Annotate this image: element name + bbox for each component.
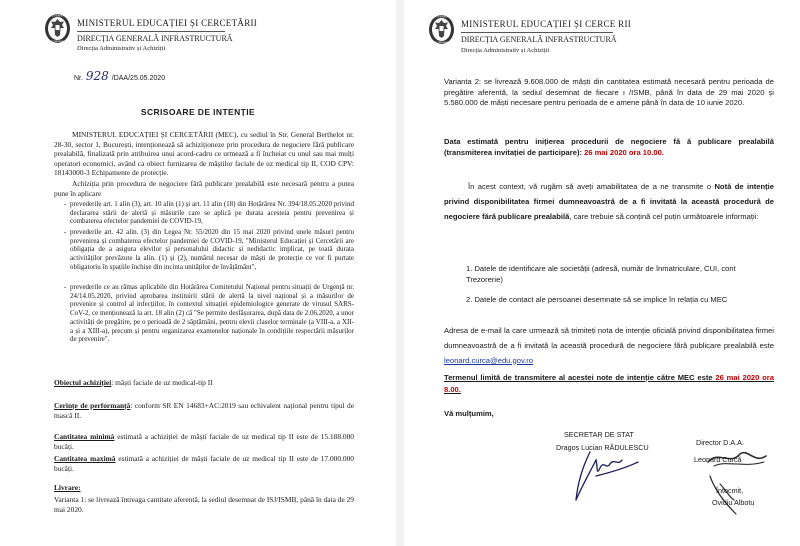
legal-basis-item-2: - prevederile art. 42 alin. (3) din Legea Nr. 55/2020 din 15 mai 2020 privind unele măsuri pentru prevenirea și combaterea efectelor pandemiei de COVID-19, "Ministerul Educației și Cercetării are obligația de a asigura elevilor și personalului didactic și nedidactic implicat, pe toată durata activităților prevăzute la alin. (1) și (2), numărul necesar de măști de protecție ce vor fi purtate obligatoriu în spațiile închise din incinta unităților de învățământ", (70, 228, 354, 272)
director-title: Director D.A.A. (696, 438, 744, 447)
svg-text:ROMÂNIEI: ROMÂNIEI (50, 39, 65, 44)
directorate-name: DIRECȚIA GENERALĂ INFRASTRUCTURĂ (77, 34, 233, 43)
svg-text:ROMÂNIEI: ROMÂNIEI (434, 40, 449, 45)
department-name: Direcția Administrativ și Achiziții (77, 45, 166, 52)
delivery-label: Livrare: (54, 483, 81, 492)
author-title: Întocmit, (716, 486, 744, 495)
contact-email-link[interactable]: leonard.curca@edu.gov.ro (444, 355, 534, 365)
email-paragraph (444, 324, 774, 368)
min-quantity-value: estimată a achiziției de măști faciale de uz medical tip II este de 15.188.000 bucăți. (54, 432, 354, 451)
deadline-line (444, 372, 774, 396)
letter-page-2 (404, 0, 800, 546)
ministry-name: MINISTERUL EDUCAȚIEI ȘI CERCE RII (461, 19, 632, 29)
director-signature-icon (704, 446, 774, 470)
coat-of-arms-icon (44, 13, 71, 44)
registration-prefix: Nr. (74, 75, 83, 82)
performance-value: : conform SR EN 14683+AC:2019 sau echivalent național pentru tipul de mască II. (54, 401, 354, 420)
secretary-name: Dragoș Lucian RĂDULESCU (556, 443, 649, 452)
letter-page-1 (0, 0, 396, 546)
delivery-variant-2: Varianta 2: se livrează 9.608.000 de măști din cantitatea estimată necesară pentru perioada de pregătire aferentă, la sediul desemnat de fiecare ı /ISMB, până în data de 29 mai 2020 și 5.580.000 de măști necesare pentru perioada de e amene până în data de 10 iunie 2020. (444, 77, 774, 108)
request-suffix: , care trebuie să conțină cel puțin următoarele informații: (569, 211, 759, 221)
performance-label: Cerințe de performanță (54, 401, 131, 410)
estimated-date-label: Data estimată pentru inițierea procedurii de negociere fă ă publicare prealabilă (transmiterea invitației de participare): (444, 137, 774, 157)
max-quantity-line (54, 454, 354, 473)
required-info-item-1: 1. Datele de identificare ale societății (adresă, număr de înmatriculare, CUI, cont Trezorerie) (466, 264, 736, 284)
request-note-title: Notă de intenție privind disponibilitatea firmei dumneavoastră de a fi invitată la această procedură de negociere fără publicare prealabilă (444, 182, 774, 221)
registration-number (74, 69, 165, 83)
directorate-name: DIRECȚIA GENERALĂ INFRASTRUCTURĂ (461, 35, 617, 44)
author-name: Ovidiu Albotu (712, 498, 755, 507)
ministry-name: MINISTERUL EDUCAȚIEI ȘI CERCETĂRII (77, 18, 258, 28)
director-name: Leonard Curcă (694, 455, 742, 464)
svg-text:GUVERNUL: GUVERNUL (49, 13, 66, 18)
min-quantity-label: Cantitatea minimă (54, 432, 115, 441)
author-signature-icon (700, 470, 748, 520)
legal-basis-item-3: - prevederile ce au rămas aplicabile din Hotărârea Comitetului Național pentru situații de Urgență nr. 24/14.05.2020, privind aprobarea instituirii stării de alertă la nivel național și a măsurilor de prevenire și control al infecțiilor, în contextul situației epidemiologice generate de virusul SARS-CoV-2, ce menționează la art. 18 alin (2) că "Se permite desfășurarea, după data de 2.06.2020, a unor activități de pregătire, pe o perioadă de 2 săptămâni, pentru elevii claselor terminale (a VIII-a, a XII-a și a XIII-a), precum și pentru organizarea examenelor naționale în condițiile respectării măsurilor de prevenire". (70, 283, 354, 344)
header-rule (77, 31, 225, 32)
page-gutter (396, 0, 404, 546)
registration-suffix: /DAA/25.05.2020 (111, 75, 166, 82)
object-label: Obiectul achiziției (54, 378, 112, 387)
thanks-line: Vă mulțumim, (444, 409, 494, 418)
request-paragraph (444, 180, 774, 224)
performance-line (54, 401, 354, 420)
deadline-label: Termenul limită de transmitere al acestei note de intenție către MEC este (444, 373, 713, 382)
document-title: SCRISOARE DE INTENȚIE (140, 107, 256, 117)
registration-handwritten-number: 928 (85, 69, 109, 83)
secretary-title: SECRETAR DE STAT (564, 430, 634, 439)
estimated-date-value: 26 mai 2020 ora 10.00. (584, 147, 664, 157)
max-quantity-value: estimată a achiziției de măști faciale de uz medical tip II este de 17.000.000 bucăți. (54, 454, 354, 473)
delivery-variant-1: Varianta 1: se livrează întreaga cantitate aferentă, la sediul desemnat de ISJ/ISMB, până în data de 29 mai 2020. (54, 495, 354, 514)
max-quantity-label: Cantitatea maximă (54, 454, 116, 463)
intro-paragraph: MINISTERUL EDUCAȚIEI ȘI CERCETĂRII (MEC), cu sediul în Str. General Berthelot nr. 28-30, sector 1, București, intenționează să achiziționeze prin procedura de negociere fără publicare prealabilă, finalizată prin atribuirea unui acord-cadru ce urmează a fi încheiat cu unul sau mai mulți operatori economici, având ca obiect furnizarea de măștilor faciale de uz medical tip II, COD CPV: 18143000-3 Echipamente de protecție. (54, 130, 354, 178)
svg-text:GUVERNUL: GUVERNUL (433, 14, 450, 19)
intro-paragraph-2: Achiziția prin procedura de negociere fără publicare prealabilă este necesară pentru a putea pune în aplicare (54, 179, 354, 198)
estimated-date-line (444, 137, 774, 158)
secretary-signature-icon (552, 446, 642, 504)
deadline-value: 26 mai 2020 ora 8.00. (444, 373, 774, 394)
object-line (54, 378, 354, 388)
object-value: : măști faciale de uz medical-tip II (111, 378, 213, 387)
email-text: Adresa de e-mail la care urmează să trimiteți nota de intenție oficială privind disponibilitatea firmei dumneavoastră de a fi invitată la această procedură de negociere fără publicare prealabilă este (444, 326, 774, 350)
min-quantity-line (54, 432, 354, 451)
department-name: Direcția Administrativ și Achiziții (461, 47, 550, 54)
request-prefix: În acest context, vă rugăm să aveți amabilitatea de a ne transmite o (468, 182, 715, 191)
legal-basis-item-1: - prevederile art. 1 alin (3), art. 10 alin (1) și art. 11 alin (18) din Hotărârea Nr. 394/18.05.2020 privind declararea stării de alertă și măsurile care se aplică pe durata acesteia pentru prevenirea și combaterea efectelor pandemiei de COVID-19, (70, 200, 354, 226)
coat-of-arms-icon (428, 14, 455, 45)
header-rule (461, 32, 613, 33)
required-info-item-2: 2. Datele de contact ale persoanei desemnate să se implice în relația cu MEC (466, 295, 728, 304)
